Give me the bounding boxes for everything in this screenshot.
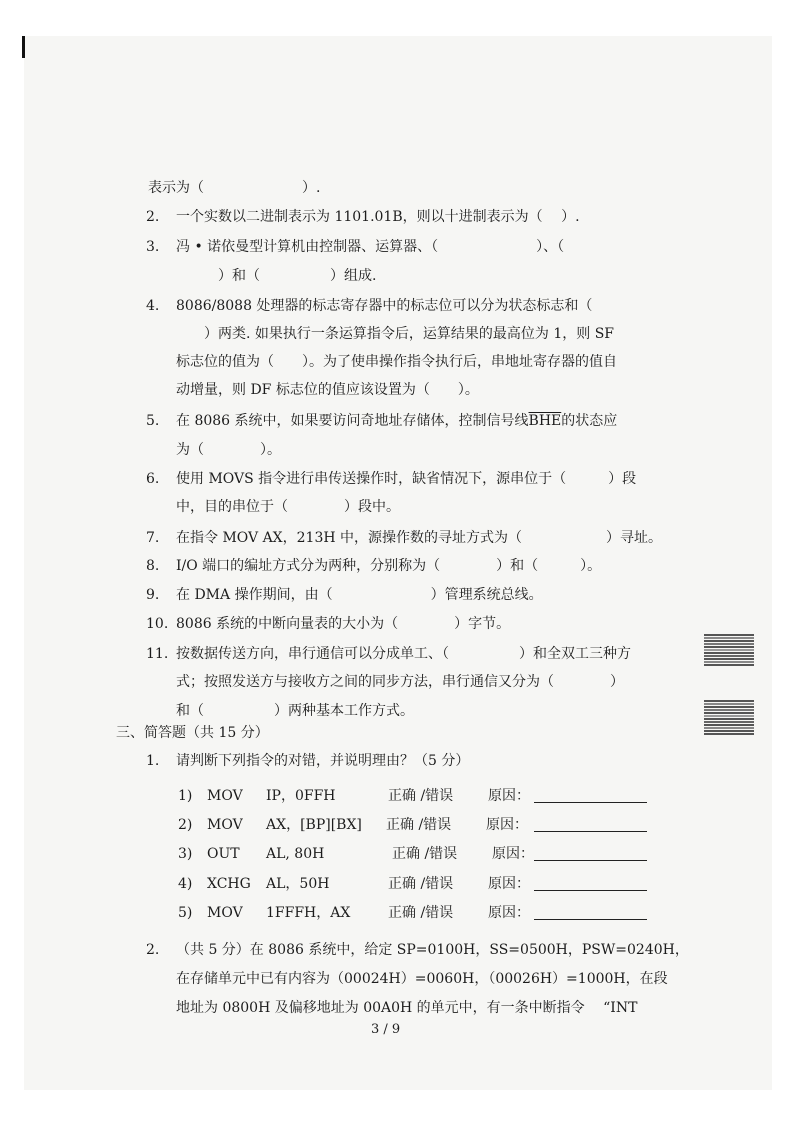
q2-line-3: 地址为 0800H 及偏移地址为 00A0H 的单元中，有一条中断指令 “INT — [176, 1000, 638, 1016]
q2-line-2: 在存储单元中已有内容为（00024H）=0060H，（00026H）=1000H，在段 — [176, 971, 668, 987]
row-judgement: 正确 /错误 — [388, 905, 454, 921]
judge-row — [0, 874, 793, 894]
q1-number: 1. — [146, 753, 160, 769]
item-3-line-2: ）和（ ）组成. — [190, 268, 377, 284]
barcode-artifact-bottom — [704, 700, 754, 736]
row-opcode: MOV — [207, 788, 243, 804]
item-9-line-1: 在 DMA 操作期间，由（ ）管理系统总线。 — [176, 587, 543, 603]
item-5-line-1-text: 在 8086 系统中，如果要访问奇地址存储体，控制信号线 — [176, 413, 529, 429]
row-operands: AL，50H — [266, 876, 330, 892]
row-reason-label: 原因： — [486, 817, 528, 833]
item-9-number: 9. — [146, 587, 160, 603]
item-7-number: 7. — [146, 530, 160, 546]
row-operands: AL, 80H — [266, 846, 325, 862]
judge-row — [0, 815, 793, 835]
item-4-line-1: 8086/8088 处理器的标志寄存器中的标志位可以分为状态标志和（ — [176, 298, 593, 314]
row-answer-blank[interactable] — [534, 890, 647, 891]
item-5-number: 5. — [146, 413, 160, 429]
scan-corner-mark — [22, 36, 25, 58]
item-11-line-1: 按数据传送方向，串行通信可以分成单工、（ ）和全双工三种方 — [176, 646, 631, 662]
row-judgement: 正确 /错误 — [388, 788, 454, 804]
row-operands: IP，0FFH — [266, 788, 336, 804]
q2-number: 2. — [146, 942, 160, 958]
row-reason-label: 原因： — [488, 788, 530, 804]
judge-row — [0, 903, 793, 923]
item-5-line-2: 为（ ）。 — [176, 442, 281, 458]
bhe-signal: $\overline{BHE}$ — [528, 413, 562, 429]
item-5-line-1-tail: 的状态应 — [561, 413, 618, 429]
item-2-number: 2. — [146, 209, 160, 225]
item-8-number: 8. — [146, 558, 160, 574]
judge-row — [0, 786, 793, 806]
row-opcode: XCHG — [207, 876, 251, 892]
item-6-line-1: 使用 MOVS 指令进行串传送操作时，缺省情况下，源串位于（ ）段 — [176, 471, 637, 487]
item-11-line-2: 式；按照发送方与接收方之间的同步方法，串行通信又分为（ ） — [176, 674, 624, 690]
row-opcode: OUT — [207, 846, 240, 862]
item-7-line-1: 在指令 MOV AX，213H 中，源操作数的寻址方式为（ ）寻址。 — [176, 530, 663, 546]
item-11-line-3: 和（ ）两种基本工作方式。 — [176, 703, 414, 719]
row-index: 3) — [178, 846, 193, 862]
row-opcode: MOV — [207, 817, 243, 833]
item-3-number: 3. — [146, 239, 160, 255]
row-reason-label: 原因： — [488, 876, 530, 892]
section-3-heading: 三、简答题（共 15 分） — [116, 725, 269, 741]
row-opcode: MOV — [207, 905, 243, 921]
row-answer-blank[interactable] — [534, 802, 647, 803]
q2-line-1: （共 5 分）在 8086 系统中，给定 SP=0100H，SS=0500H，PSW=0240H， — [176, 942, 689, 958]
row-index: 5) — [178, 905, 193, 921]
item-4-line-2: ）两类. 如果执行一条运算指令后，运算结果的最高位为 1，则 SF — [176, 326, 615, 342]
item-1-line-1: 表示为（ ）. — [148, 180, 321, 196]
row-judgement: 正确 /错误 — [386, 817, 452, 833]
row-answer-blank[interactable] — [534, 860, 647, 861]
judge-row — [0, 844, 793, 864]
item-11-number: 11. — [146, 646, 169, 662]
row-judgement: 正确 /错误 — [392, 846, 458, 862]
item-5-line-1 — [176, 411, 617, 431]
item-4-line-4: 动增量，则 DF 标志位的值应该设置为（ ）。 — [176, 382, 479, 398]
page-number: 3 / 9 — [371, 1022, 401, 1037]
row-reason-label: 原因： — [488, 905, 530, 921]
item-3-line-1: 冯 • 诺依曼型计算机由控制器、运算器、（ ）、（ — [176, 239, 565, 255]
row-index: 1) — [178, 788, 193, 804]
row-index: 4) — [178, 876, 193, 892]
item-8-line-1: I/O 端口的编址方式分为两种，分别称为（ ）和（ ）。 — [176, 558, 602, 574]
item-10-line-1: 8086 系统的中断向量表的大小为（ ）字节。 — [176, 616, 511, 632]
row-operands: 1FFFH，AX — [266, 905, 351, 921]
row-operands: AX，[BP][BX] — [266, 817, 362, 833]
row-answer-blank[interactable] — [534, 831, 647, 832]
row-judgement: 正确 /错误 — [388, 876, 454, 892]
row-answer-blank[interactable] — [534, 919, 647, 920]
item-2-line-1: 一个实数以二进制表示为 1101.01B，则以十进制表示为（ ）. — [176, 209, 580, 225]
item-10-number: 10. — [146, 616, 169, 632]
barcode-artifact-top — [704, 634, 754, 667]
item-6-line-2: 中，目的串位于（ ）段中。 — [176, 499, 400, 515]
q1-text: 请判断下列指令的对错，并说明理由？（5 分） — [176, 753, 470, 769]
item-4-number: 4. — [146, 298, 160, 314]
item-4-line-3: 标志位的值为（ ）。为了使串操作指令执行后，串地址寄存器的值自 — [176, 354, 617, 370]
item-6-number: 6. — [146, 471, 160, 487]
row-reason-label: 原因： — [492, 846, 534, 862]
row-index: 2) — [178, 817, 193, 833]
